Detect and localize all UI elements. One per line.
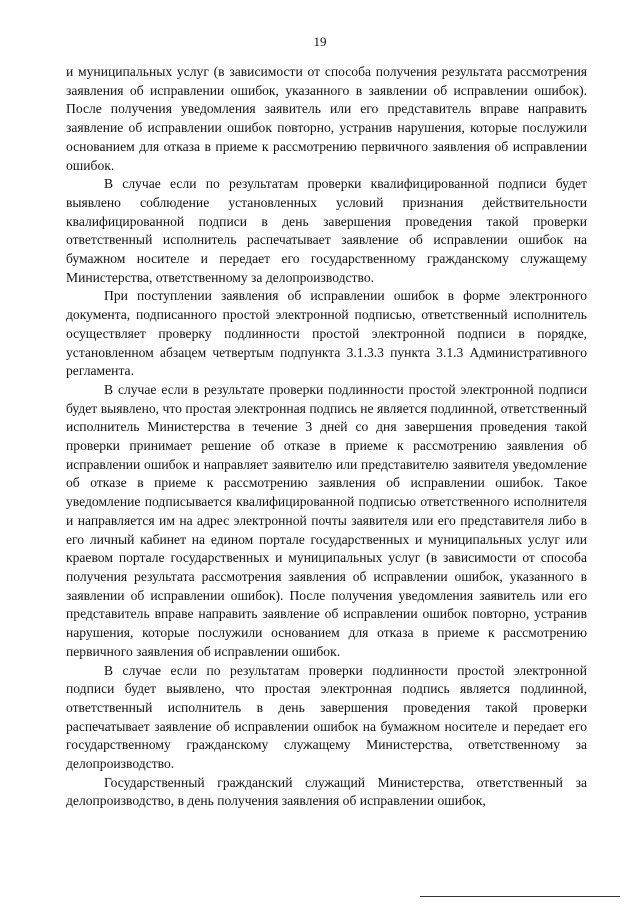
paragraph-4: В случае если в результате проверки подлинности простой электронной подписи будет выявлено, что простая электронная подпись не является подлинной, ответственный исполнитель Министерства в течение 3 дней со дня завершения проведения такой проверки принимает решение об отказе в приеме к рассмотрению заявления об исправлении ошибок и направляет заявителю или представителю заявителя уведомление об отказе в приеме к рассмотрению заявления об исправлении ошибок. Такое уведомление подписывается квалифицированной подписью ответственного исполнителя и направляется им на адрес электронной почты заявителя или его представителя либо в его личный кабинет на едином портале государственных и муниципальных услуг или краевом портале государственных и муниципальных услуг (в зависимости от способа получения результата рассмотрения заявления об исправлении ошибок, указанного в заявлении об исправлении ошибок). После получения уведомления заявитель или его представитель вправе направить заявление об исправлении ошибок повторно, устранив нарушения, которые послужили основанием для отказа в приеме к рассмотрению первичного заявления об исправлении ошибок. [66,381,587,659]
bottom-rule [420,896,620,897]
paragraph-2: В случае если по результатам проверки квалифицированной подписи будет выявлено соблюдение установленных условий признания действительности квалифицированной подписи в день завершения проведения такой проверки ответственный исполнитель распечатывает заявление об исправлении ошибок на бумажном носителе и передает его государственному гражданскому служащему Министерства, ответственному за делопроизводство. [66,176,587,285]
paragraph-3: При поступлении заявления об исправлении ошибок в форме электронного документа, подписанного простой электронной подписью, ответственный исполнитель осуществляет проверку подлинности простой электронной подписи в порядке, установленном абзацем четвертым подпункта 3.1.3.3 пункта 3.1.3 Административного регламента. [66,288,587,379]
paragraph-5: В случае если по результатам проверки подлинности простой электронной подписи будет выявлено, что простая электронная подпись является подлинной, ответственный исполнитель в день завершения проведения такой проверки распечатывает заявление об исправлении ошибок на бумажном носителе и передает его государственному гражданскому служащему Министерства, ответственному за делопроизводство. [66,662,587,772]
paragraph-1: и муниципальных услуг (в зависимости от способа получения результата рассмотрения заявления об исправлении ошибок, указанного в заявлении об исправлении ошибок). После получения уведомления заявитель или его представитель вправе направить заявление об исправлении ошибок повторно, устранив нарушения, которые послужили основанием для отказа в приеме к рассмотрению первичного заявления об исправлении ошибок. [66,64,587,173]
page-number: 19 [313,34,327,49]
document-body [66,63,587,811]
paragraph-6: Государственный гражданский служащий Министерства, ответственный за делопроизводство, в день получения заявления об исправлении ошибок, [66,774,587,809]
